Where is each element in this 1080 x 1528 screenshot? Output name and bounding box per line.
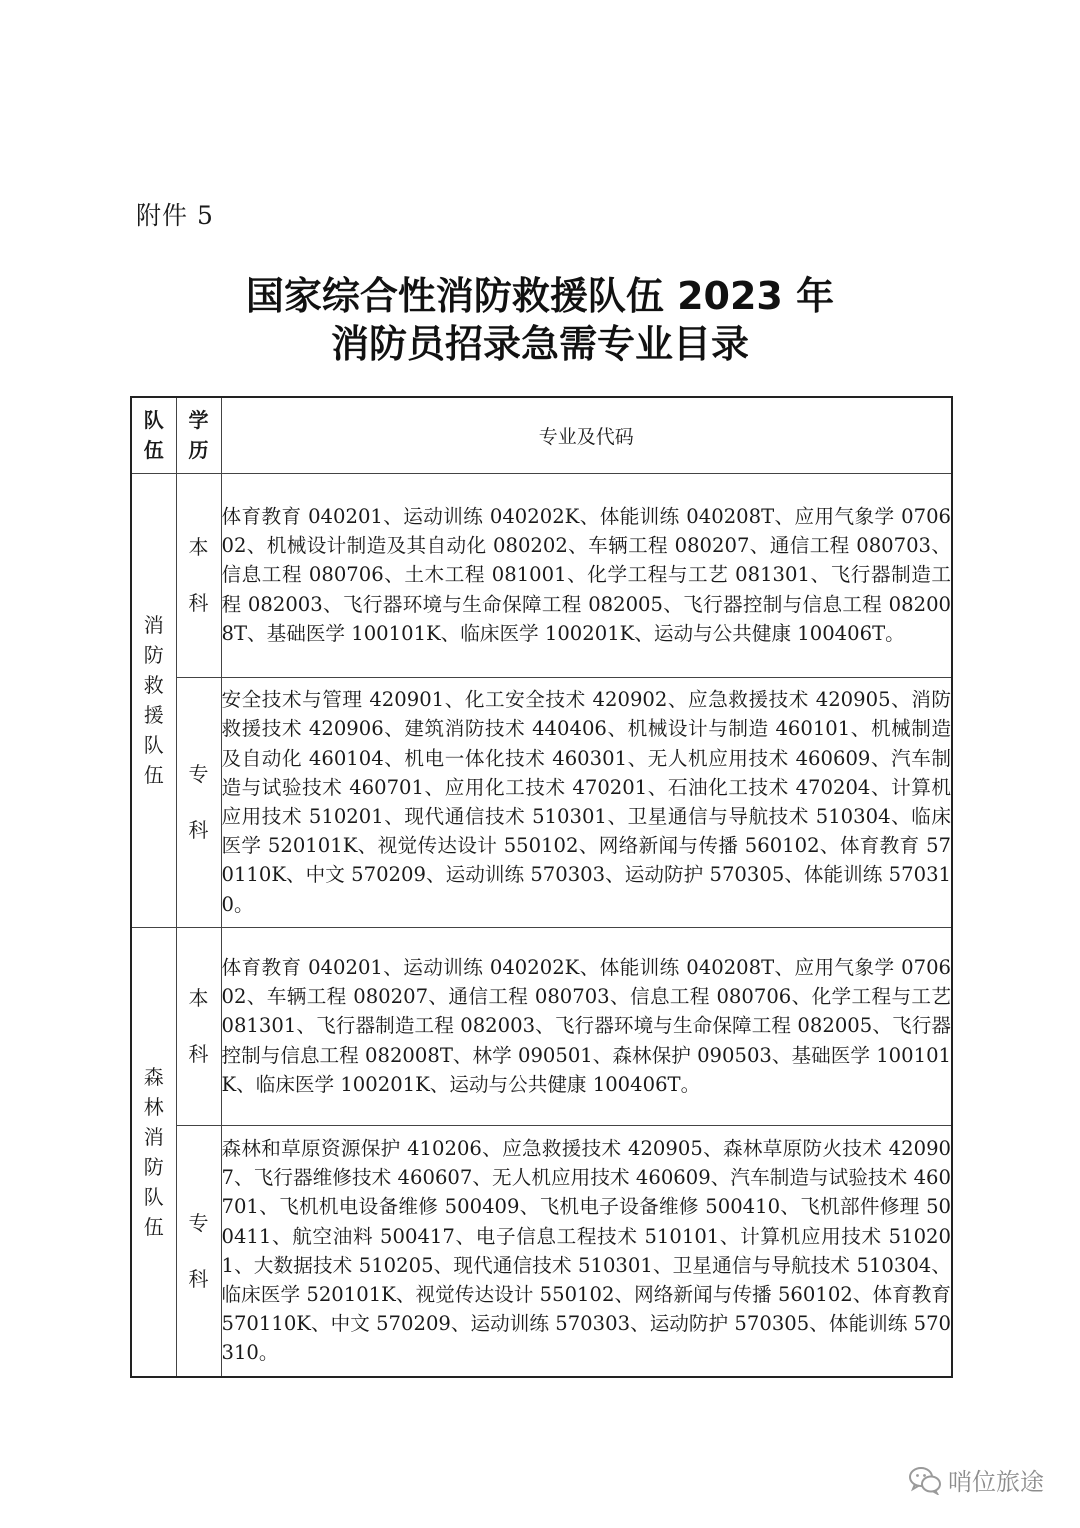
majors-cell: 体育教育 040201、运动训练 040202K、体能训练 040208T、应用气象学 070602、车辆工程 080207、通信工程 080703、信息工程 080706、化学工程与工艺 081301、飞行器制造工程 082003、飞行器环境与生命保障工程 082005、飞行器控制与信息工程 082008T、林学 090501、森林保护 090503、基础医学 100101K、临床医学 100201K、运动与公共健康 100406T。 bbox=[221, 927, 952, 1125]
attachment-label: 附件 5 bbox=[136, 201, 214, 230]
page-title bbox=[0, 272, 1080, 368]
column-header-level: 学历 bbox=[176, 397, 221, 473]
column-header-team: 队伍 bbox=[131, 397, 176, 473]
majors-cell: 森林和草原资源保护 410206、应急救援技术 420905、森林草原防火技术 420907、飞行器维修技术 460607、无人机应用技术 460609、汽车制造与试验技术 460701、飞机机电设备维修 500409、飞机电子设备维修 500410、飞机部件修理 500411、航空油料 500417、电子信息工程技术 510101、计算机应用技术 510201、大数据技术 510205、现代通信技术 510301、卫星通信与导航技术 510304、临床医学 520101K、视觉传达设计 550102、网络新闻与传播 560102、体育教育 570110K、中文 570209、运动训练 570303、运动防护 570305、体能训练 570310。 bbox=[221, 1125, 952, 1377]
title-line-1: 国家综合性消防救援队伍 2023 年 bbox=[245, 274, 835, 318]
team-cell-forest-fire: 森林消防队伍 bbox=[131, 927, 176, 1377]
table-row bbox=[131, 1125, 952, 1377]
team-cell-fire-rescue: 消防救援队伍 bbox=[131, 473, 176, 927]
title-line-2: 消防员招录急需专业目录 bbox=[330, 322, 749, 366]
table-header-row bbox=[131, 397, 952, 473]
wechat-icon bbox=[908, 1465, 942, 1495]
table-row bbox=[131, 677, 952, 927]
column-header-majors: 专业及代码 bbox=[221, 397, 952, 473]
majors-cell: 体育教育 040201、运动训练 040202K、体能训练 040208T、应用气象学 070602、机械设计制造及其自动化 080202、车辆工程 080207、通信工程 080703、信息工程 080706、土木工程 081001、化学工程与工艺 081301、飞行器制造工程 082003、飞行器环境与生命保障工程 082005、飞行器控制与信息工程 082008T、基础医学 100101K、临床医学 100201K、运动与公共健康 100406T。 bbox=[221, 473, 952, 677]
level-cell: 专科 bbox=[176, 677, 221, 927]
majors-catalog-table bbox=[130, 396, 953, 1378]
majors-cell: 安全技术与管理 420901、化工安全技术 420902、应急救援技术 420905、消防救援技术 420906、建筑消防技术 440406、机械设计与制造 460101、机械制造及自动化 460104、机电一体化技术 460301、无人机应用技术 460609、汽车制造与试验技术 460701、应用化工技术 470201、石油化工技术 470204、计算机应用技术 510201、现代通信技术 510301、卫星通信与导航技术 510304、临床医学 520101K、视觉传达设计 550102、网络新闻与传播 560102、体育教育 570110K、中文 570209、运动训练 570303、运动防护 570305、体能训练 570310。 bbox=[221, 677, 952, 927]
level-cell: 专科 bbox=[176, 1125, 221, 1377]
table-row bbox=[131, 473, 952, 677]
level-cell: 本科 bbox=[176, 473, 221, 677]
wechat-watermark bbox=[908, 1462, 1044, 1497]
level-cell: 本科 bbox=[176, 927, 221, 1125]
table-row bbox=[131, 927, 952, 1125]
watermark-text: 哨位旅途 bbox=[948, 1468, 1044, 1496]
